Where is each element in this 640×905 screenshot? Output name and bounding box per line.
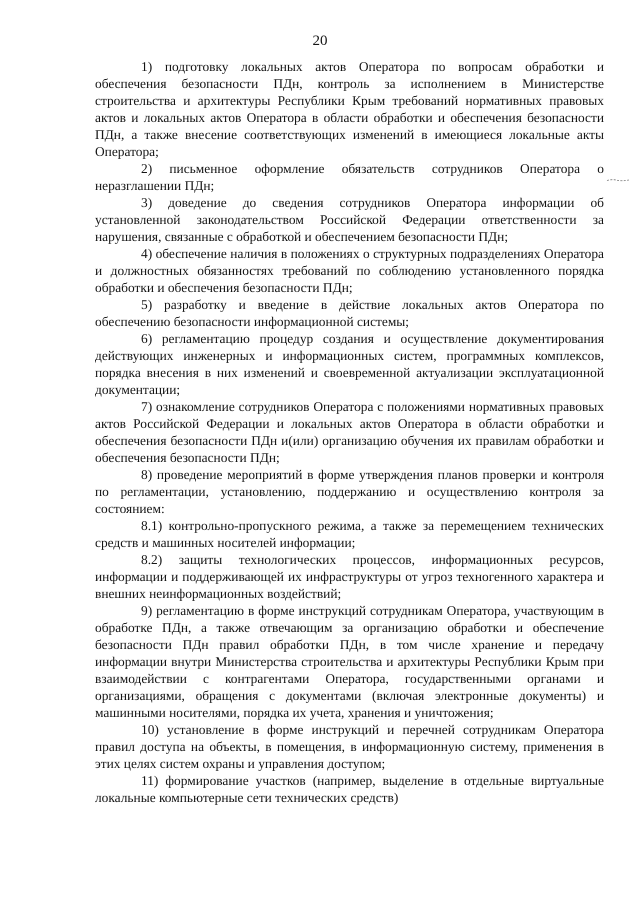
list-item-3: 3) доведение до сведения сотрудников Оператора информации об установленной законодательством Российской Федерации ответственности за нарушения, связанные с обработкой и обеспечением безопасности ПДн; [95,195,604,244]
list-item-2: 2) письменное оформление обязательств сотрудников Оператора о неразглашении ПДн; [95,161,604,193]
list-item-11: 11) формирование участков (например, выделение в отдельные виртуальные локальные компьютерные сети технических средств) [95,773,604,805]
list-item-4: 4) обеспечение наличия в положениях о структурных подразделениях Оператора и должностных обязанностях требований по соблюдению установленного порядка обработки и обеспечения безопасности ПДн; [95,246,604,295]
list-item-8-2: 8.2) защиты технологических процессов, информационных ресурсов, информации и поддерживающей их инфраструктуры от угроз техногенного характера и внешних неинформационных воздействий; [95,552,604,601]
handwritten-mark [606,178,630,182]
list-item-8-1: 8.1) контрольно-пропускного режима, а также за перемещением технических средств и машинных носителей информации; [95,518,604,550]
list-body [95,58,604,806]
list-item-10: 10) установление в форме инструкций и перечней сотрудникам Оператора правил доступа на объекты, в помещения, в информационную систему, применения в этих целях систем охраны и управления доступом; [95,722,604,771]
page-number: 20 [312,33,328,49]
list-item-6: 6) регламентацию процедур создания и осуществление документирования действующих инженерных и информационных систем, программных комплексов, порядка внесения в них изменений и своевременной актуализации эксплуатационной документации; [95,331,604,397]
list-item-9: 9) регламентацию в форме инструкций сотрудникам Оператора, участвующим в обработке ПДн, а также отвечающим за организацию обработки и обеспечение безопасности ПДн правил обработки ПДн, в том числе хранение и передачу информации внутри Министерства строительства и архитектуры Республики Крым при взаимодействии с контрагентами Оператора, государственными органами и организациями, обращения с документами (включая электронные документы) и машинными носителями, порядка их учета, хранения и уничтожения; [95,603,604,720]
list-item-8: 8) проведение мероприятий в форме утверждения планов проверки и контроля по регламентации, установлению, поддержанию и осуществлению контроля за состоянием: [95,467,604,516]
list-item-7: 7) ознакомление сотрудников Оператора с положениями нормативных правовых актов Российской Федерации и локальных актов Оператора в области обработки и обеспечения безопасности ПДн и(или) организацию обучения их правилам обработки и обеспечения безопасности ПДн; [95,399,604,465]
list-item-5: 5) разработку и введение в действие локальных актов Оператора по обеспечению безопасности информационной системы; [95,297,604,329]
list-item-1: 1) подготовку локальных актов Оператора по вопросам обработки и обеспечения безопасности ПДн, контроль за исполнением в Министерстве строительства и архитектуры Республики Крым требований нормативных правовых актов и локальных актов Оператора в области обработки и обеспечения безопасности ПДн, а также внесение соответствующих изменений в имеющиеся локальные акты Оператора; [95,59,604,159]
